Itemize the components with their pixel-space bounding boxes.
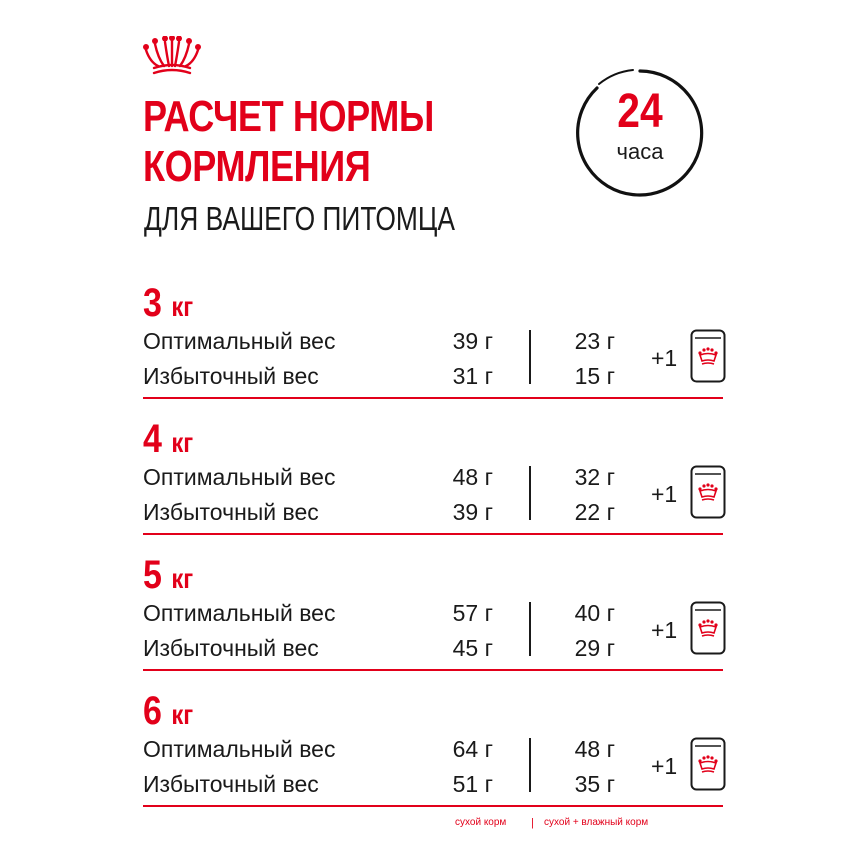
dry-food-amount: 51 г <box>452 771 493 797</box>
mixed-food-amount: 15 г <box>574 363 615 389</box>
mixed-food-amount: 23 г <box>574 328 615 354</box>
plus-one-pouch: +1 <box>651 481 678 507</box>
mixed-food-amount: 35 г <box>574 771 615 797</box>
weight-section <box>143 688 723 818</box>
dry-food-amount: 45 г <box>452 635 493 661</box>
dry-food-amount: 57 г <box>452 600 493 626</box>
wet-food-pouch-icon <box>690 737 726 791</box>
wet-food-pouch-icon <box>690 601 726 655</box>
column-divider <box>529 466 531 520</box>
legend-dry: сухой корм <box>455 817 507 828</box>
weight-section <box>143 552 723 682</box>
legend-separator: | <box>531 817 534 829</box>
mixed-food-amount: 22 г <box>574 499 615 525</box>
dry-food-amount: 48 г <box>452 464 493 490</box>
row-overweight <box>143 631 623 665</box>
row-label: Оптимальный вес <box>143 600 336 626</box>
row-label: Избыточный вес <box>143 771 319 797</box>
badge-number: 24 <box>617 85 663 138</box>
weight-section <box>143 280 723 410</box>
weight-heading <box>143 552 193 602</box>
crown-icon <box>140 36 204 76</box>
duration-badge <box>573 66 707 200</box>
mixed-food-amount: 40 г <box>574 600 615 626</box>
weight-value: 5 <box>143 553 162 597</box>
weight-heading <box>143 416 193 466</box>
weight-unit: кг <box>171 699 194 730</box>
weight-unit: кг <box>171 427 194 458</box>
row-optimal <box>143 460 623 494</box>
mixed-food-amount: 29 г <box>574 635 615 661</box>
weight-section <box>143 416 723 546</box>
row-overweight <box>143 359 623 393</box>
section-divider <box>143 533 723 535</box>
dry-food-amount: 39 г <box>452 499 493 525</box>
column-divider <box>529 602 531 656</box>
dry-food-amount: 39 г <box>452 328 493 354</box>
plus-one-pouch: +1 <box>651 617 678 643</box>
weight-value: 4 <box>143 417 162 461</box>
title-line-2: КОРМЛЕНИЯ <box>143 142 371 191</box>
column-divider <box>529 738 531 792</box>
page-subtitle: ДЛЯ ВАШЕГО ПИТОМЦА <box>144 200 455 237</box>
weight-heading <box>143 688 193 738</box>
row-label: Оптимальный вес <box>143 736 336 762</box>
weight-unit: кг <box>171 563 194 594</box>
mixed-food-amount: 32 г <box>574 464 615 490</box>
row-label: Избыточный вес <box>143 635 319 661</box>
row-optimal <box>143 732 623 766</box>
wet-food-pouch-icon <box>690 465 726 519</box>
row-optimal <box>143 596 623 630</box>
row-label: Избыточный вес <box>143 363 319 389</box>
weight-value: 6 <box>143 689 162 733</box>
row-label: Оптимальный вес <box>143 328 336 354</box>
badge-unit: часа <box>616 139 664 164</box>
row-overweight <box>143 767 623 801</box>
section-divider <box>143 669 723 671</box>
row-label: Избыточный вес <box>143 499 319 525</box>
dry-food-amount: 64 г <box>452 736 493 762</box>
dry-food-amount: 31 г <box>452 363 493 389</box>
legend-mixed: сухой + влажный корм <box>544 817 649 828</box>
weight-value: 3 <box>143 281 162 325</box>
plus-one-pouch: +1 <box>651 345 678 371</box>
weight-unit: кг <box>171 291 194 322</box>
column-divider <box>529 330 531 384</box>
mixed-food-amount: 48 г <box>574 736 615 762</box>
page-title <box>143 92 434 192</box>
row-overweight <box>143 495 623 529</box>
wet-food-pouch-icon <box>690 329 726 383</box>
title-line-1: РАСЧЕТ НОРМЫ <box>143 92 434 141</box>
row-label: Оптимальный вес <box>143 464 336 490</box>
plus-one-pouch: +1 <box>651 753 678 779</box>
section-divider <box>143 397 723 399</box>
row-optimal <box>143 324 623 358</box>
weight-heading <box>143 280 193 330</box>
section-divider <box>143 805 723 807</box>
